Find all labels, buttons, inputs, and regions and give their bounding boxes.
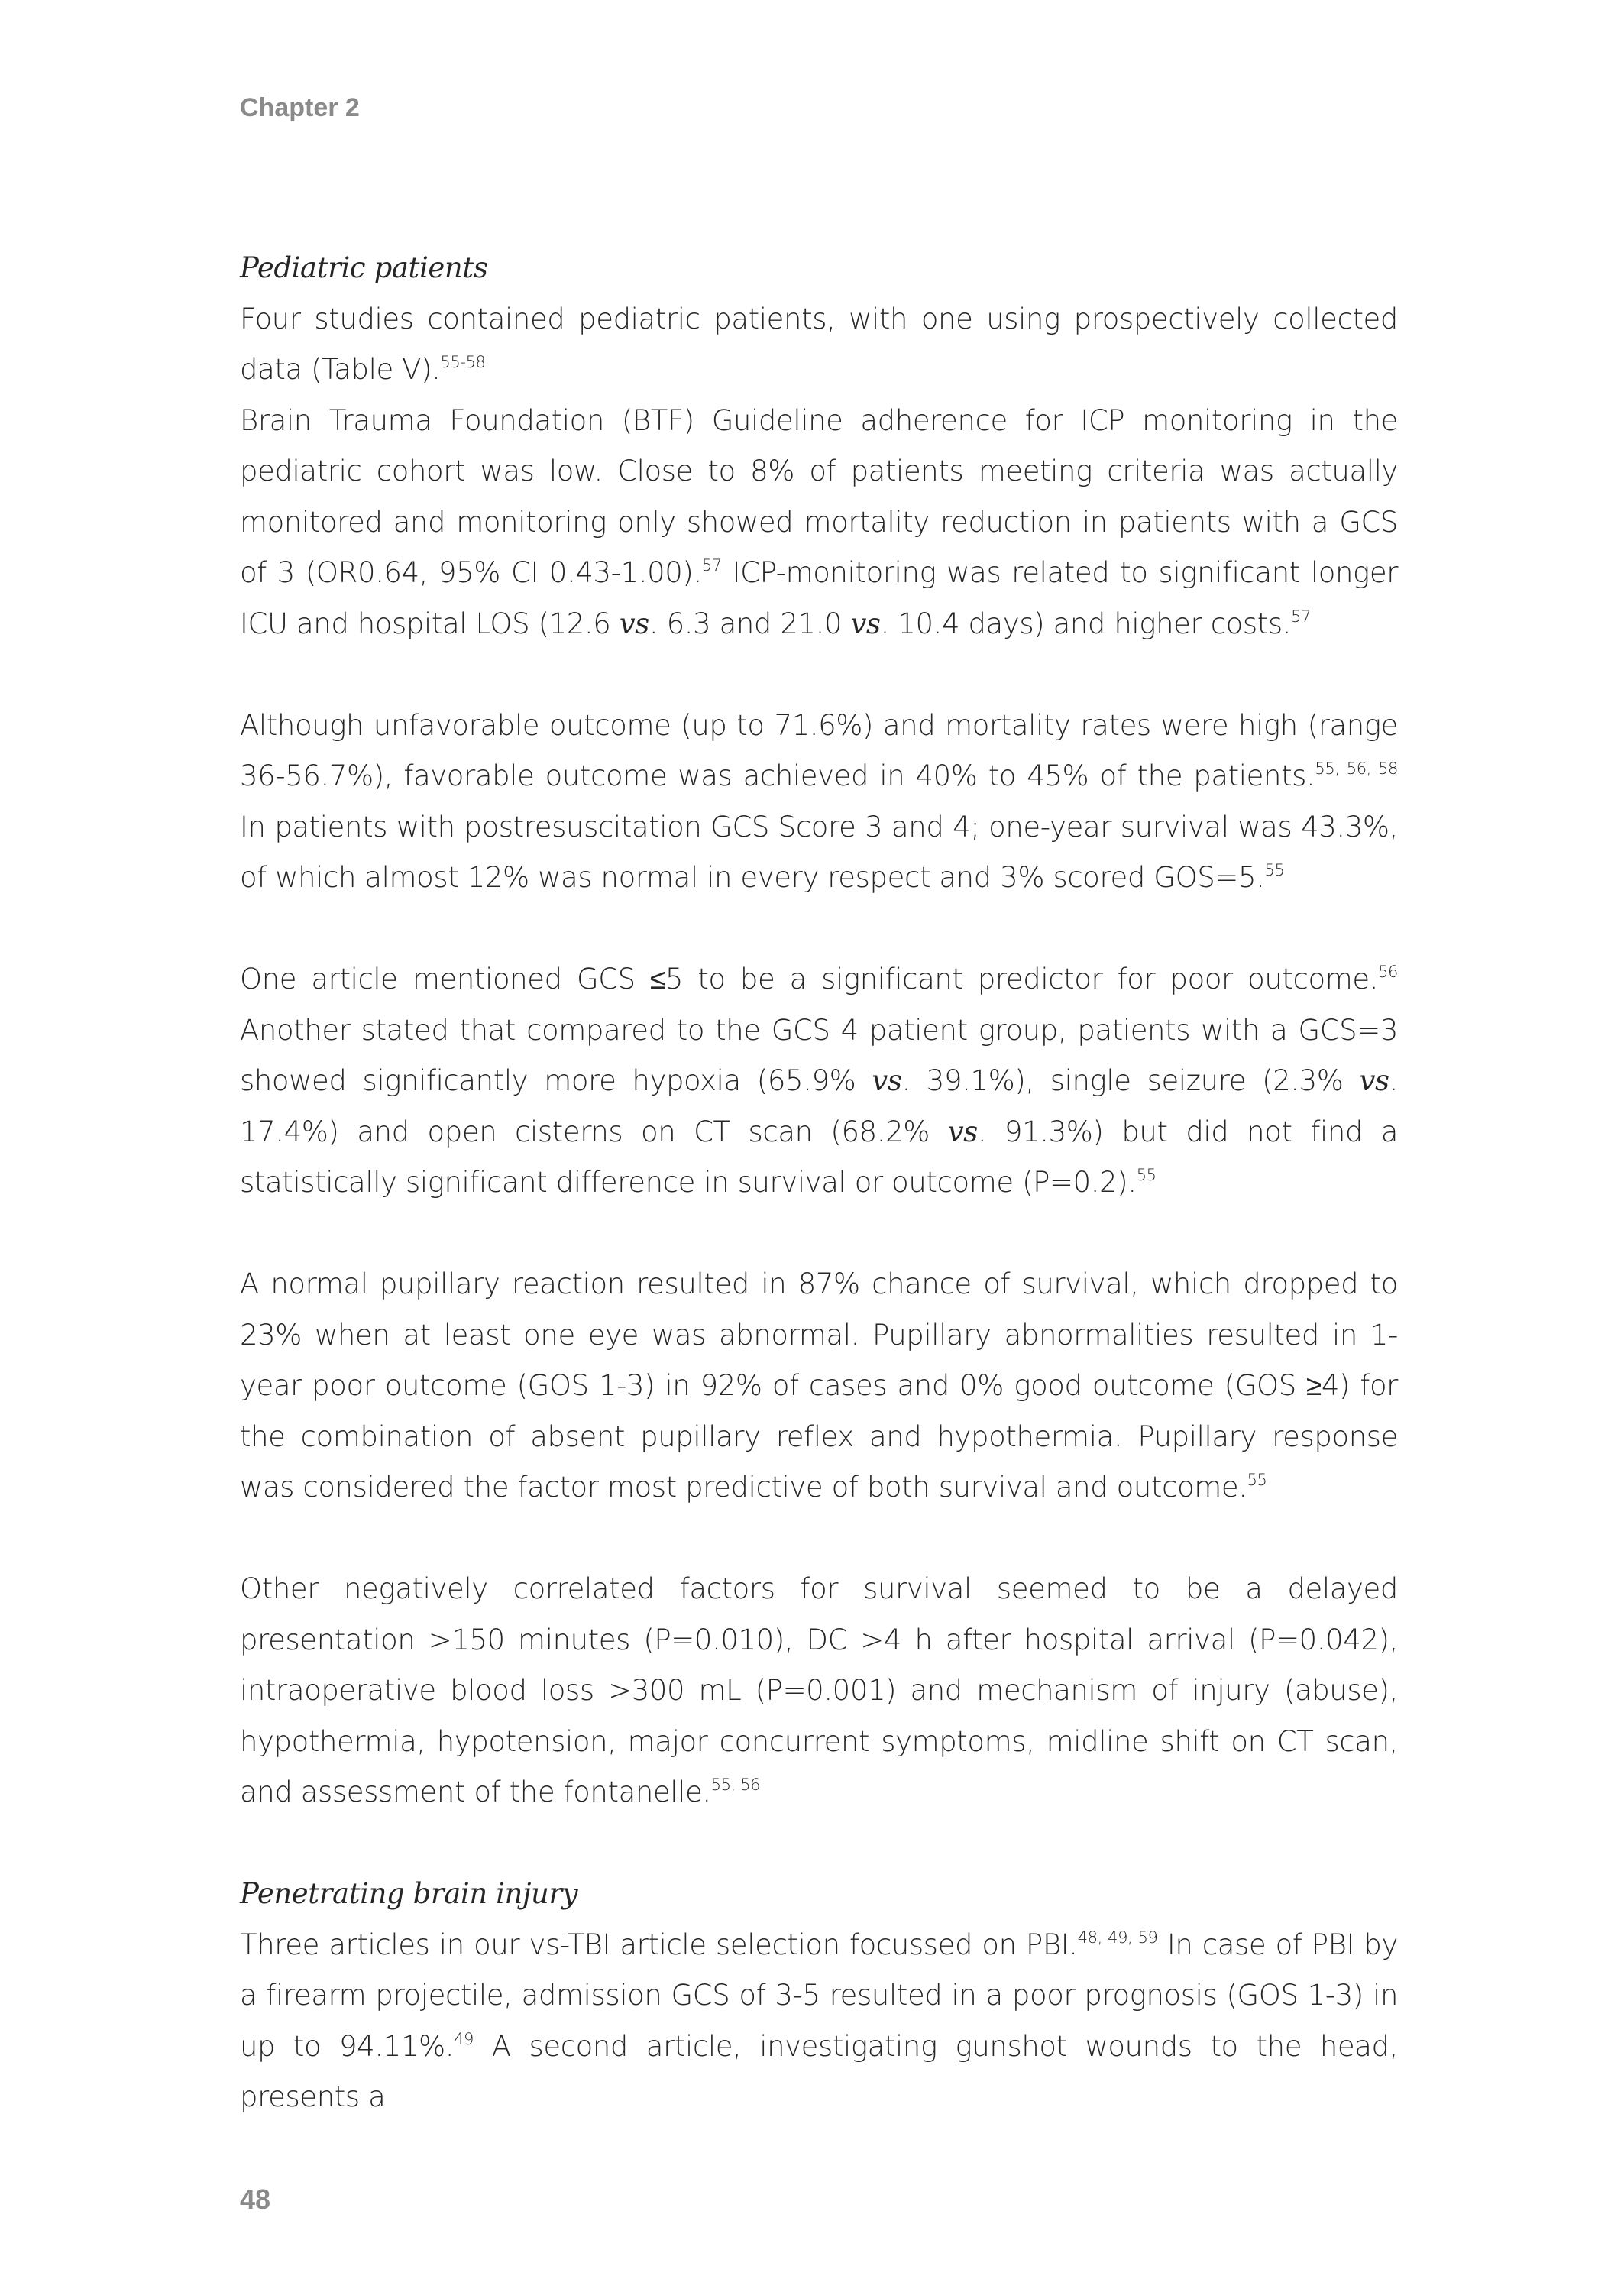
- citation: 55, 56, 58: [1315, 759, 1398, 778]
- citation: 55-58: [440, 353, 486, 371]
- paragraph-pediatric-3: Although unfavorable outcome (up to 71.6%) and mortality rates were high (range 36-56.7%), favorable outcome was achieved in 40% to 45% of the patients.$^{55, 56, 58}$ In patients with postresuscitation GCS Score 3 and 4; one-year survival was 43.3%, of which almost 12% was normal in every respect and 3% scored GOS=5.55: [240, 708, 1398, 894]
- paragraph-pediatric-1: Four studies contained pediatric patients, with one using prospectively collected data (Table V).$^{55-58}$: [240, 302, 1398, 386]
- citation: 57: [701, 556, 722, 575]
- paragraph-penetrating-1: Three articles in our vs-TBI article selection focussed on PBI.$^{48, 49, 59}$ In case of PBI by a firearm projectile, admission GCS of 3-5 resulted in a poor prognosis (GOS 1-3) in up to 94.11%.$^{49}$ A second article, investigating gunshot wounds to the head, presents a: [240, 1928, 1398, 2113]
- section-heading-pediatric: Pediatric patients: [240, 251, 488, 284]
- paragraph-pediatric-6: Other negatively correlated factors for survival seemed to be a delayed presentation >150 minutes (P=0.010), DC >4 h after hospital arrival (P=0.042), intraoperative blood loss >300 mL (P=0.001) and mechanism of injury (abuse), hypothermia, hypotension, major concurrent symptoms, midline shift on CT scan, and assessment of the fontanelle.$^{55, 56}$: [240, 1572, 1398, 1808]
- citation: 49: [454, 2029, 474, 2048]
- citation: 48, 49, 59: [1077, 1928, 1158, 1947]
- citation: 55: [1136, 1166, 1157, 1184]
- body-text: [240, 243, 1398, 2123]
- citation: 55, 56: [710, 1776, 761, 1794]
- section-heading-penetrating: Penetrating brain injury: [240, 1877, 578, 1910]
- paragraph-pediatric-2: Brain Trauma Foundation (BTF) Guideline adherence for ICP monitoring in the pediatric cohort was low. Close to 8% of patients meeting criteria was actually monitored and monitoring only showed mortality reduction in patients with a GCS of 3 (OR0.64, 95% CI 0.43-1.00).$^{57}$ ICP-monitoring was related to significant longer ICU and hospital LOS (12.6 vs. 6.3 and 21.0 vs. 10.4 days) and higher costs.$^{57}$: [240, 403, 1399, 640]
- page-number: 48: [240, 2184, 271, 2215]
- citation: 56: [1378, 963, 1398, 981]
- citation: 57: [1291, 607, 1312, 626]
- paragraph-pediatric-4: One article mentioned GCS ≤5 to be a significant predictor for poor outcome.$^{56}$ Another stated that compared to the GCS 4 patient group, patients with a GCS=3 showed significantly more hypoxia (65.9% vs. 39.1%), single seizure (2.3% vs. 17.4%) and open cisterns on CT scan (68.2% vs. 91.3%) but did not find a statistically significant difference in survival or outcome (P=0.2).$^{55}$: [240, 963, 1399, 1199]
- citation: 55: [1264, 861, 1285, 879]
- paragraph-pediatric-5: A normal pupillary reaction resulted in 87% chance of survival, which dropped to 23% when at least one eye was abnormal. Pupillary abnormalities resulted in 1-year poor outcome (GOS 1-3) in 92% of cases and 0% good outcome (GOS ≥4) for the combination of absent pupillary reflex and hypothermia. Pupillary response was considered the factor most predictive of both survival and outcome.$^{55}$: [240, 1267, 1398, 1504]
- running-head: Chapter 2: [240, 93, 360, 122]
- citation: 55: [1247, 1471, 1267, 1489]
